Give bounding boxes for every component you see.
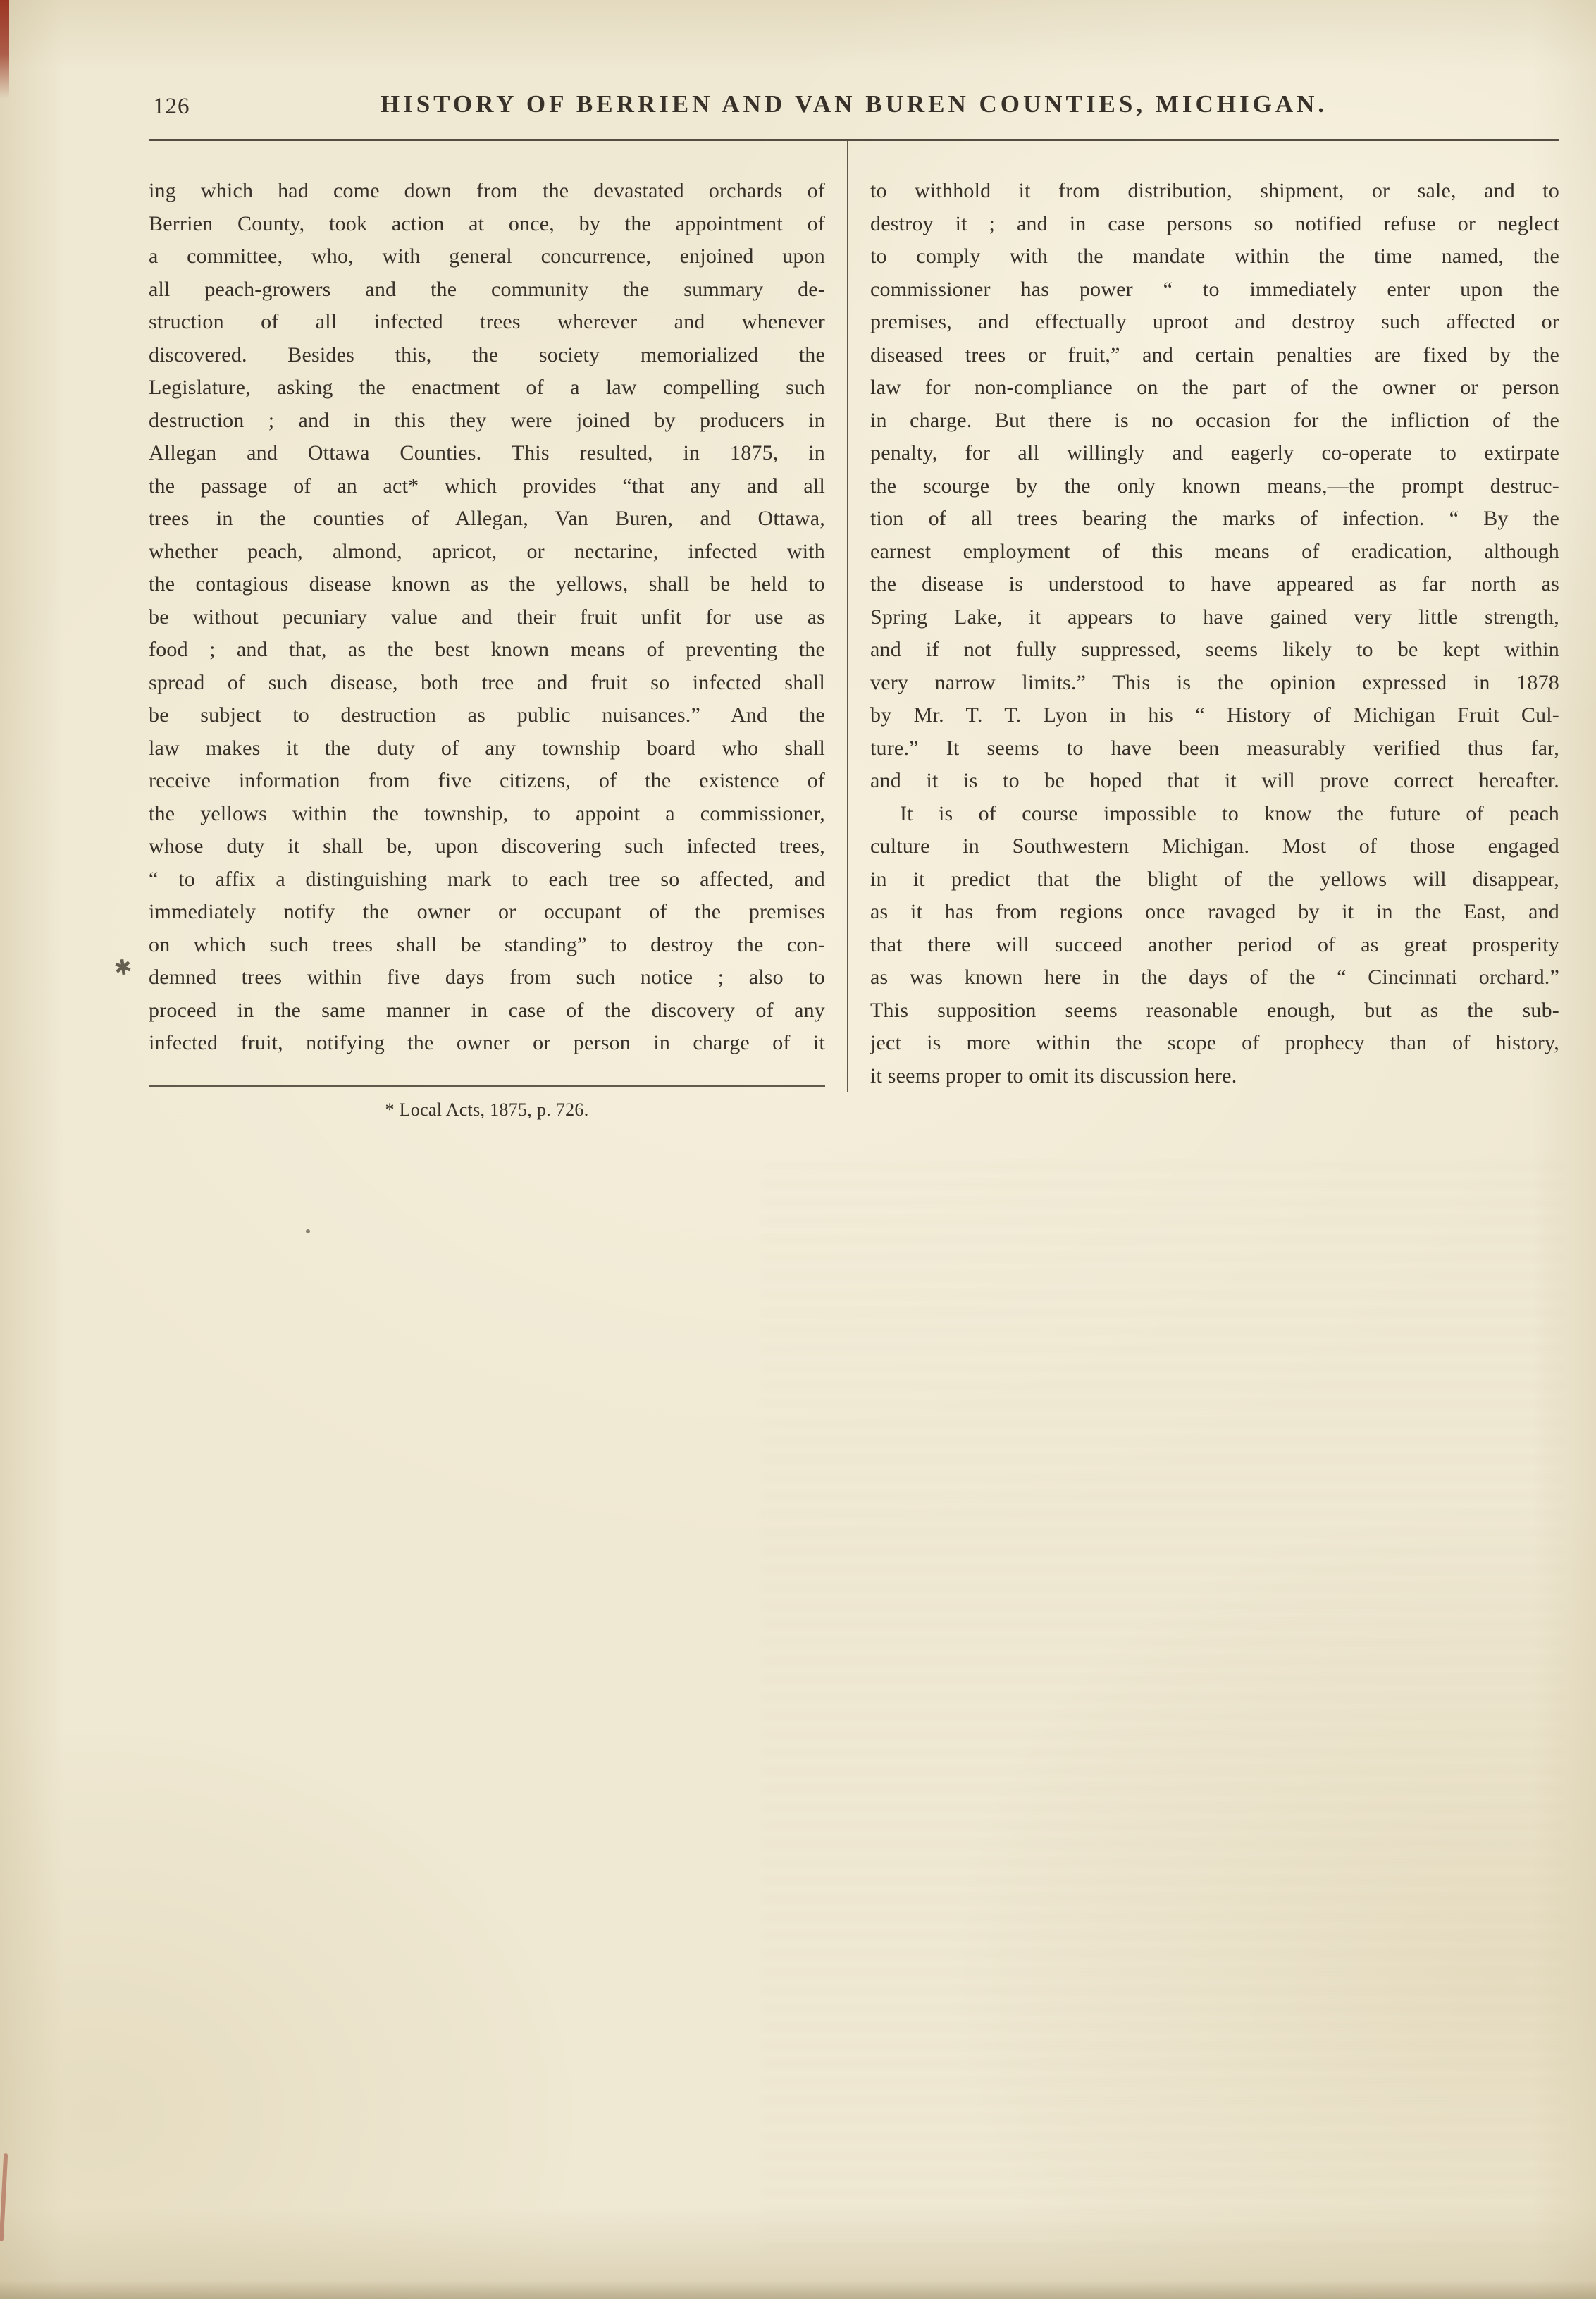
binding-edge-mark-bottom — [0, 2153, 8, 2241]
page-header — [149, 87, 1559, 125]
text-line: immediately notify the owner or occupant of the premises — [149, 900, 825, 923]
text-line: Berrien County, took action at once, by the appointment of — [149, 211, 825, 235]
text-line: Spring Lake, it appears to have gained very little strength, — [870, 605, 1559, 629]
text-line: be without pecuniary value and their fruit unfit for use as — [149, 605, 825, 629]
text-line: proceed in the same manner in case of the discovery of any — [149, 998, 825, 1022]
text-line: It is of course impossible to know the future of peach — [900, 801, 1559, 825]
text-line: infected fruit, notifying the owner or person in charge of it — [149, 1031, 825, 1054]
text-line: ing which had come down from the devastated orchards of — [149, 179, 825, 202]
page-number: 126 — [153, 94, 190, 119]
text-line: food ; and that, as the best known means of preventing the — [149, 638, 825, 661]
text-line: all peach-growers and the community the summary de- — [149, 277, 825, 301]
text-line: ject is more within the scope of prophecy than of history, — [870, 1031, 1559, 1054]
text-line: destroy it ; and in case persons so notified refuse or neglect — [870, 211, 1559, 235]
text-line: ture.” It seems to have been measurably verified thus far, — [870, 736, 1559, 760]
text-line: and it is to be hoped that it will prove correct hereafter. — [870, 769, 1559, 792]
footnote: * Local Acts, 1875, p. 726. — [385, 1099, 589, 1120]
header-rule — [149, 139, 1559, 141]
text-line: diseased trees or fruit,” and certain penalties are fixed by the — [870, 343, 1559, 366]
column-divider — [847, 141, 848, 1092]
running-title: HISTORY OF BERRIEN AND VAN BUREN COUNTIES, MICHIGAN. — [380, 90, 1328, 118]
text-line: trees in the counties of Allegan, Van Buren, and Ottawa, — [149, 507, 825, 530]
text-line: culture in Southwestern Michigan. Most of those engaged — [870, 834, 1559, 858]
text-line: This supposition seems reasonable enough, but as the sub- — [870, 998, 1559, 1022]
bleedthrough-texture — [761, 1163, 1564, 2262]
right-column — [870, 175, 1559, 1092]
text-line: as it has from regions once ravaged by it in the East, and — [870, 900, 1559, 923]
paragraph — [149, 175, 825, 1060]
text-line: a committee, who, with general concurrence, enjoined upon — [149, 245, 825, 268]
text-line: struction of all infected trees wherever and whenever — [149, 310, 825, 333]
text-line: Legislature, asking the enactment of a law compelling such — [149, 376, 825, 399]
text-line: discovered. Besides this, the society memorialized the — [149, 343, 825, 366]
text-line: law for non-compliance on the part of the owner or person — [870, 376, 1559, 399]
text-line: the passage of an act* which provides “that any and all — [149, 474, 825, 498]
text-line: penalty, for all willingly and eagerly co-operate to extirpate — [870, 441, 1559, 464]
text-line: demned trees within five days from such notice ; also to — [149, 966, 825, 989]
text-line: earnest employment of this means of eradication, although — [870, 539, 1559, 563]
text-line: in charge. But there is no occasion for the infliction of the — [870, 408, 1559, 432]
text-line: whose duty it shall be, upon discovering such infected trees, — [149, 834, 825, 858]
text-line: to withhold it from distribution, shipment, or sale, and to — [870, 179, 1559, 202]
paragraph — [870, 175, 1559, 798]
text-line: on which such trees shall be standing” to destroy the con- — [149, 932, 825, 956]
paragraph — [870, 798, 1559, 1093]
text-line: law makes it the duty of any township board who shall — [149, 736, 825, 760]
binding-edge-mark-top — [0, 0, 9, 99]
text-line: spread of such disease, both tree and fruit so infected shall — [149, 670, 825, 694]
text-line: tion of all trees bearing the marks of infection. “ By the — [870, 507, 1559, 530]
text-line: premises, and effectually uproot and destroy such affected or — [870, 310, 1559, 333]
text-line: Allegan and Ottawa Counties. This resulted, in 1875, in — [149, 441, 825, 464]
text-line: that there will succeed another period of as great prosperity — [870, 932, 1559, 956]
text-line: whether peach, almond, apricot, or nectarine, infected with — [149, 539, 825, 563]
text-line: and if not fully suppressed, seems likely to be kept within — [870, 638, 1559, 661]
margin-annotation-mark: ✱ — [112, 955, 134, 981]
text-line: the scourge by the only known means,—the prompt destruc- — [870, 474, 1559, 498]
text-line: to comply with the mandate within the time named, the — [870, 245, 1559, 268]
text-line: the contagious disease known as the yellows, shall be held to — [149, 572, 825, 596]
text-line: the disease is understood to have appeared as far north as — [870, 572, 1559, 596]
left-column — [149, 175, 825, 1122]
text-line: in it predict that the blight of the yellows will disappear, — [870, 867, 1559, 891]
text-line: receive information from five citizens, of the existence of — [149, 769, 825, 792]
text-line: destruction ; and in this they were joined by producers in — [149, 408, 825, 432]
text-line: the yellows within the township, to appoint a commissioner, — [149, 801, 825, 825]
left-column-text — [149, 175, 825, 1060]
page-edge-shadow — [0, 2281, 1596, 2299]
ink-speck — [306, 1229, 310, 1233]
text-line: “ to affix a distinguishing mark to each tree so affected, and — [149, 867, 825, 891]
text-line: commissioner has power “ to immediately enter upon the — [870, 277, 1559, 301]
text-line: by Mr. T. T. Lyon in his “ History of Michigan Fruit Cul- — [870, 703, 1559, 727]
text-line: be subject to destruction as public nuisances.” And the — [149, 703, 825, 727]
footnote-divider — [149, 1085, 825, 1087]
text-line: as was known here in the days of the “ Cincinnati orchard.” — [870, 966, 1559, 989]
text-line: it seems proper to omit its discussion here. — [870, 1064, 1237, 1087]
right-column-text — [870, 175, 1559, 1092]
text-line: very narrow limits.” This is the opinion expressed in 1878 — [870, 670, 1559, 694]
